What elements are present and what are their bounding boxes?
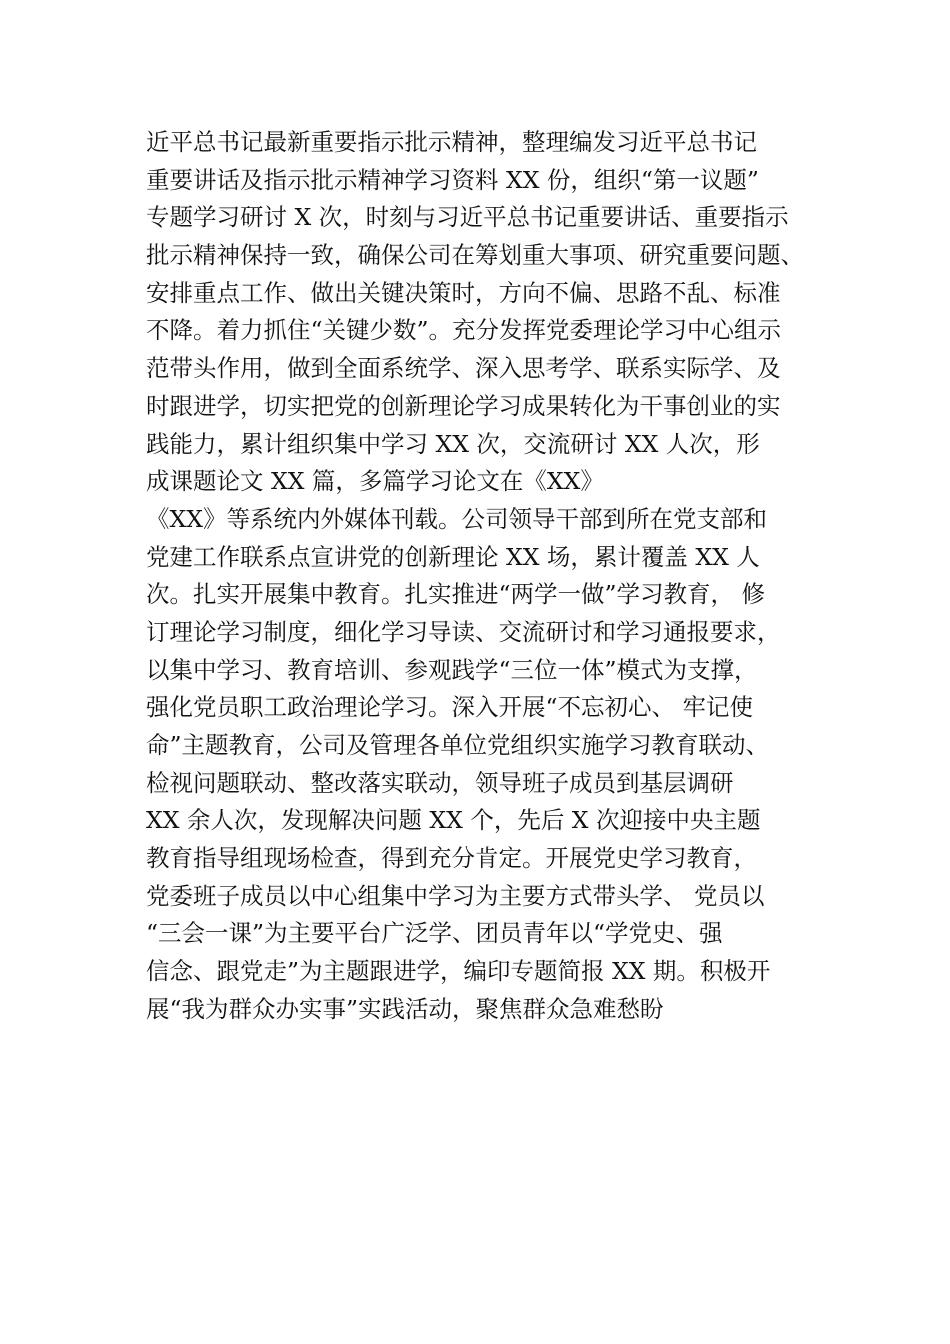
text-line: 检视问题联动、整改落实联动，领导班子成员到基层调研: [146, 768, 734, 797]
text-line: 安排重点工作、做出关键决策时，方向不偏、思路不乱、标准: [146, 278, 781, 307]
text-line: 范带头作用，做到全面系统学、深入思考学、联系实际学、及: [146, 354, 781, 383]
text-line: 以集中学习、教育培训、参观践学“三位一体”模式为支撑，: [146, 655, 758, 684]
text-line: 命”主题教育，公司及管理各单位党组织实施学习教育联动、: [146, 731, 770, 759]
text-line: 践能力，累计组织集中学习 XX 次，交流研讨 XX 人次，形: [146, 429, 760, 458]
text-line: 批示精神保持一致，确保公司在筹划重大事项、研究重要问题、: [146, 241, 804, 270]
text-line: 展“我为群众办实事”实践活动，聚焦群众急难愁盼: [146, 994, 664, 1023]
text-line: 党建工作联系点宣讲党的创新理论 XX 场，累计覆盖 XX 人: [146, 542, 760, 571]
text-line: 教育指导组现场检查，得到充分肯定。开展党史学习教育，: [146, 844, 757, 873]
text-line: 近平总书记最新重要指示批示精神，整理编发习近平总书记: [146, 128, 757, 156]
text-line: 信念、跟党走”为主题跟进学，编印专题简报 XX 期。积极开: [146, 957, 771, 986]
text-line: “三会一课”为主要平台广泛学、团员青年以“学党史、强: [146, 919, 723, 948]
text-line: 专题学习研讨 X 次，时刻与习近平总书记重要讲话、重要指示: [146, 203, 789, 232]
text-line: XX 余人次，发现解决问题 XX 个，先后 X 次迎接中央主题: [146, 806, 761, 835]
text-line: 时跟进学，切实把党的创新理论学习成果转化为干事创业的实: [146, 391, 781, 420]
body-paragraph: [146, 124, 846, 1029]
text-line: 成课题论文 XX 篇，多篇学习论文在《XX》: [146, 467, 604, 496]
text-line: 次。扎实开展集中教育。扎实推进“两学一做”学习教育， 修: [146, 580, 765, 609]
text-line: 重要讲话及指示批示精神学习资料 XX 份，组织“第一议题”: [146, 165, 759, 194]
text-line: 《XX》等系统内外媒体刊载。公司领导干部到所在党支部和: [146, 504, 767, 533]
text-line: 党委班子成员以中心组集中学习为主要方式带头学、 党员以: [146, 881, 765, 910]
text-line: 强化党员职工政治理论学习。深入开展“不忘初心、 牢记使: [146, 693, 753, 722]
text-line: 不降。着力抓住“关键少数”。充分发挥党委理论学习中心组示: [146, 316, 782, 345]
text-line: 订理论学习制度，细化学习导读、交流研讨和学习通报要求，: [146, 617, 781, 646]
